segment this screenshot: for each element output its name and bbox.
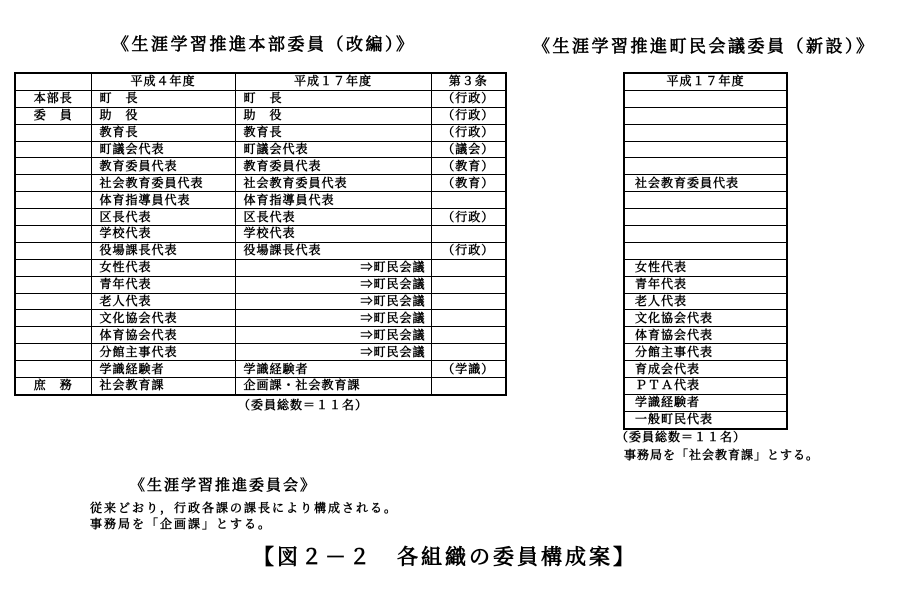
figure-caption: 【図２－２ 各組織の委員構成案】: [253, 546, 637, 569]
main-table-row-cell-heisei4: 文化協会代表: [91, 310, 235, 327]
council-table-row: [624, 327, 787, 344]
committee-section-title: 《生涯学習推進委員会》: [130, 477, 318, 494]
main-table-row-cell-article3: （行政）: [431, 107, 506, 124]
main-table-row-cell-label: [15, 327, 91, 344]
main-table-row-cell-heisei17: 体育指導員代表: [235, 192, 431, 209]
main-table-row: [15, 124, 506, 141]
main-table-row-cell-heisei17: 町 長: [235, 90, 431, 107]
council-table-row-cell-member: 文化協会代表: [624, 310, 787, 327]
main-table-row-cell-article3: （学識）: [431, 361, 506, 378]
main-header-heisei17: 平成１７年度: [235, 73, 431, 90]
council-table-row-cell-member: [624, 192, 787, 209]
main-table-row-cell-label: [15, 226, 91, 243]
main-table-row: [15, 276, 506, 293]
council-total-note: （委員総数＝１１名）: [616, 430, 747, 444]
council-table-row: [624, 344, 787, 361]
main-table-row-cell-heisei4: 体育協会代表: [91, 327, 235, 344]
main-table-row-cell-heisei4: 分館主事代表: [91, 344, 235, 361]
council-table-row-cell-member: [624, 158, 787, 175]
council-table-row: [624, 107, 787, 124]
main-table-row-cell-heisei4: 教育長: [91, 124, 235, 141]
main-table-row-cell-label: [15, 192, 91, 209]
main-table-row-cell-label: [15, 175, 91, 192]
main-table-row-cell-heisei17: 学識経験者: [235, 361, 431, 378]
committee-note-line1: 従来どおり，行政各課の課長により構成される。: [90, 501, 399, 515]
main-table-row-cell-heisei4: 役場課長代表: [91, 242, 235, 259]
council-table-row: [624, 378, 787, 395]
main-table-row-cell-heisei17: 町議会代表: [235, 141, 431, 158]
main-table-row-cell-article3: [431, 226, 506, 243]
main-table-row-cell-heisei4: 学校代表: [91, 226, 235, 243]
main-table-row-cell-heisei17: 助 役: [235, 107, 431, 124]
main-table-row-cell-heisei4: 助 役: [91, 107, 235, 124]
council-table-row: [624, 394, 787, 411]
main-table-row-cell-article3: （行政）: [431, 242, 506, 259]
main-table-row: [15, 259, 506, 276]
main-table-row-cell-heisei4: 学識経験者: [91, 361, 235, 378]
main-table-header-row: [15, 73, 506, 90]
council-table-row-cell-member: 学識経験者: [624, 394, 787, 411]
council-table-row: [624, 276, 787, 293]
main-table-row-cell-label: [15, 124, 91, 141]
main-table-row: [15, 344, 506, 361]
main-table-row-cell-article3: （行政）: [431, 124, 506, 141]
council-table-row: [624, 124, 787, 141]
council-table-row: [624, 192, 787, 209]
main-table-row-cell-label: [15, 158, 91, 175]
main-table-row-cell-heisei4: 社会教育委員代表: [91, 175, 235, 192]
council-table-row: [624, 209, 787, 226]
main-table-row-cell-heisei17: ⇒町民会議: [235, 327, 431, 344]
main-table-row-cell-article3: [431, 259, 506, 276]
main-table-row-cell-heisei4: 町議会代表: [91, 141, 235, 158]
main-table-row-cell-heisei17: 役場課長代表: [235, 242, 431, 259]
council-table-row-cell-member: 女性代表: [624, 259, 787, 276]
council-table-row: [624, 310, 787, 327]
council-table-row-cell-member: 体育協会代表: [624, 327, 787, 344]
council-table-row-cell-member: 分館主事代表: [624, 344, 787, 361]
main-table-row-cell-article3: （教育）: [431, 175, 506, 192]
main-table-row-cell-heisei4: 女性代表: [91, 259, 235, 276]
main-table-row-cell-article3: [431, 378, 506, 395]
main-table-row-cell-heisei17: 教育委員代表: [235, 158, 431, 175]
council-table-row: [624, 175, 787, 192]
council-table-row-cell-member: 老人代表: [624, 293, 787, 310]
council-table-row: [624, 90, 787, 107]
main-table-row: [15, 192, 506, 209]
council-table-row: [624, 242, 787, 259]
main-table-row-cell-label: [15, 361, 91, 378]
committee-note-line2: 事務局を「企画課」とする。: [90, 517, 273, 531]
main-table-row-cell-heisei17: ⇒町民会議: [235, 259, 431, 276]
main-table-row-cell-heisei4: 体育指導員代表: [91, 192, 235, 209]
main-table-row: [15, 141, 506, 158]
council-table-row: [624, 361, 787, 378]
council-table-row-cell-member: 育成会代表: [624, 361, 787, 378]
council-table-row-cell-member: [624, 107, 787, 124]
main-table-row-cell-article3: [431, 310, 506, 327]
council-table-row: [624, 141, 787, 158]
main-table-row-cell-label: [15, 209, 91, 226]
council-table-row-cell-member: [624, 141, 787, 158]
main-table-row: [15, 378, 506, 395]
council-table-row-cell-member: [624, 242, 787, 259]
main-table-row-cell-label: [15, 344, 91, 361]
main-header-role: [15, 73, 91, 90]
council-table-row: [624, 293, 787, 310]
main-table-row-cell-article3: [431, 192, 506, 209]
main-table-row-cell-heisei17: ⇒町民会議: [235, 344, 431, 361]
main-table-row-cell-label: [15, 259, 91, 276]
council-table-row-cell-member: 社会教育委員代表: [624, 175, 787, 192]
main-table-row: [15, 107, 506, 124]
main-table-row-cell-label: [15, 293, 91, 310]
main-table-row-cell-article3: （議会）: [431, 141, 506, 158]
council-table-row-cell-member: [624, 90, 787, 107]
main-table-row: [15, 175, 506, 192]
main-table-row-cell-article3: （行政）: [431, 90, 506, 107]
council-table-header-row: [624, 73, 787, 90]
main-table-row-cell-heisei17: 企画課・社会教育課: [235, 378, 431, 395]
main-table-row-cell-heisei4: 老人代表: [91, 293, 235, 310]
council-table-row-cell-member: [624, 226, 787, 243]
main-table-row-cell-article3: （行政）: [431, 209, 506, 226]
main-table-row-cell-label: [15, 141, 91, 158]
main-table-row-cell-article3: [431, 276, 506, 293]
headquarters-members-table: [14, 72, 507, 396]
main-table-row-cell-label: 本部長: [15, 90, 91, 107]
main-table-row-cell-article3: [431, 293, 506, 310]
main-table-row-cell-label: 庶 務: [15, 378, 91, 395]
council-table-row-cell-member: 一般町民代表: [624, 411, 787, 428]
council-table-row: [624, 411, 787, 428]
main-table-row-cell-label: [15, 242, 91, 259]
main-table-title: 《生涯学習推進本部委員（改編）》: [112, 35, 416, 54]
main-table-row-cell-heisei17: 教育長: [235, 124, 431, 141]
main-table-row: [15, 209, 506, 226]
main-table-row: [15, 242, 506, 259]
main-table-row: [15, 293, 506, 310]
main-header-heisei4: 平成４年度: [91, 73, 235, 90]
main-table-row-cell-heisei17: ⇒町民会議: [235, 293, 431, 310]
main-table-row: [15, 158, 506, 175]
main-table-row-cell-article3: （教育）: [431, 158, 506, 175]
main-table-row-cell-heisei4: 区長代表: [91, 209, 235, 226]
main-table-row: [15, 310, 506, 327]
main-table-row-cell-heisei17: 社会教育委員代表: [235, 175, 431, 192]
main-table-row-cell-heisei4: 町 長: [91, 90, 235, 107]
main-table-row-cell-heisei17: ⇒町民会議: [235, 276, 431, 293]
main-table-row-cell-heisei4: 教育委員代表: [91, 158, 235, 175]
main-table-total-note: （委員総数＝１１名）: [238, 398, 369, 412]
council-table-title: 《生涯学習推進町民会議委員（新設）》: [533, 37, 876, 56]
council-header-heisei17: 平成１７年度: [624, 73, 787, 90]
main-table-row-cell-label: [15, 310, 91, 327]
main-table-row-cell-label: 委 員: [15, 107, 91, 124]
council-table-row-cell-member: [624, 124, 787, 141]
council-table-row-cell-member: 青年代表: [624, 276, 787, 293]
council-table-row: [624, 259, 787, 276]
council-table-row: [624, 226, 787, 243]
council-table-row-cell-member: ＰＴＡ代表: [624, 378, 787, 395]
main-table-row-cell-heisei4: 青年代表: [91, 276, 235, 293]
town-council-members-table: [623, 72, 788, 430]
main-table-row-cell-article3: [431, 327, 506, 344]
council-office-note: 事務局を「社会教育課」とする。: [624, 448, 820, 462]
main-table-row-cell-heisei17: 学校代表: [235, 226, 431, 243]
main-table-row: [15, 90, 506, 107]
council-table-row-cell-member: [624, 209, 787, 226]
main-table-row-cell-heisei17: 区長代表: [235, 209, 431, 226]
main-table-row-cell-heisei17: ⇒町民会議: [235, 310, 431, 327]
main-header-article3: 第３条: [431, 73, 506, 90]
main-table-row: [15, 327, 506, 344]
main-table-row-cell-label: [15, 276, 91, 293]
main-table-row: [15, 361, 506, 378]
council-table-row: [624, 158, 787, 175]
main-table-row-cell-article3: [431, 344, 506, 361]
main-table-row: [15, 226, 506, 243]
main-table-row-cell-heisei4: 社会教育課: [91, 378, 235, 395]
